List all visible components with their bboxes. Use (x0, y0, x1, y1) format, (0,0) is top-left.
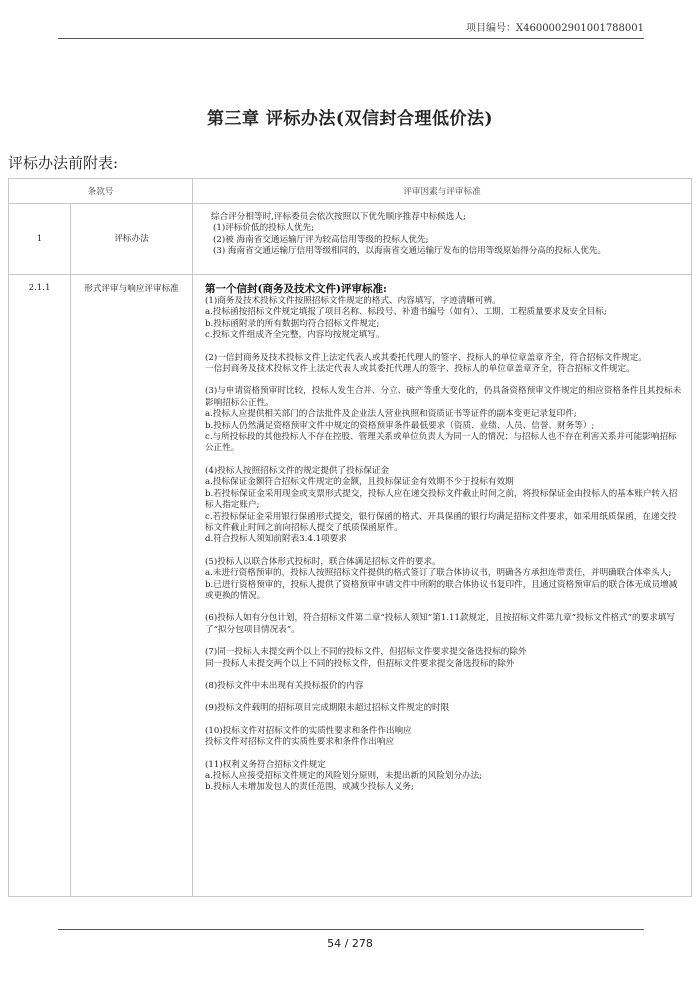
clause-number: 1 (9, 204, 71, 275)
criteria-line: 一信封商务及技术投标文件上法定代表人或其委托代理人的签字、投标人的单位章盖章齐全，符合招标文件规定。 (205, 364, 635, 375)
criteria-line: (3)与申请资格预审时比较，投标人发生合并、分立、破产等重大变化的，仍具备资格预审文件规定的相应资格条件且其投标未影响招标公正性。 (205, 386, 682, 408)
criteria-line: (1)商务及技术投标文件按照招标文件规定的格式、内容填写，字迹清晰可辨。 (205, 296, 501, 306)
page-number: 54 / 278 (327, 937, 373, 950)
criteria-line: d.符合投标人须知前附表3.4.1项要求 (205, 534, 347, 545)
criteria-section (205, 613, 685, 636)
criteria-line: a.未进行资格预审的，投标人按照招标文件提供的格式签订了联合体协议书，明确各方承担连带责任，并明确联合体牵头人; (205, 568, 672, 579)
criteria-line: (4)投标人按照招标文件的规定提供了投标保证金 (205, 465, 390, 476)
page-header (58, 22, 644, 39)
criteria-text (205, 296, 685, 794)
criteria-line: 投标文件对招标文件的实质性要求和条件作出响应 (205, 737, 395, 748)
criteria-line: (10)投标文件对招标文件的实质性要求和条件作出响应 (205, 725, 412, 736)
criteria-section (205, 557, 685, 603)
table-caption: 评标办法前附表: (8, 154, 119, 172)
criteria-line: c.与所投标段的其他投标人不存在控股、管理关系或单位负责人为同一人的情况；与招标人也不存在利害关系并可能影响招标公正性。 (205, 432, 677, 454)
evaluation-table (8, 178, 692, 897)
criteria-section (205, 296, 685, 342)
criteria-line: (2)一信封商务及技术投标文件上法定代表人或其委托代理人的签字、投标人的单位章盖章齐全，符合招标文件规定。 (205, 352, 647, 363)
chapter-title: 第三章 评标办法(双信封合理低价法) (206, 109, 493, 129)
criteria-line: (9)投标文件载明的招标项目完成期限未超过招标文件规定的时限 (205, 703, 450, 714)
criteria-section (205, 703, 685, 714)
footer-rule (58, 929, 644, 930)
header-clause-number: 条款号 (9, 179, 193, 204)
table-row (9, 275, 692, 897)
criteria-section (205, 726, 685, 749)
project-number: 项目编号：X4600002901001788001 (465, 23, 644, 34)
criteria-line: 同一投标人未提交两个以上不同的投标文件，但招标文件要求提交备选投标的除外 (205, 658, 515, 669)
criteria-line: a.投标保证金额符合招标文件规定的金额，且投标保证金有效期不少于投标有效期 (205, 477, 514, 488)
criteria-cell (193, 275, 692, 897)
criteria-section (205, 647, 685, 670)
criteria-section (205, 466, 685, 546)
criteria-line: 综合评分相等时,评标委员会依次按照以下优先顺序推荐中标候选人; (211, 212, 466, 222)
criteria-cell (193, 204, 692, 275)
criteria-line: (8)投标文件中未出现有关投标报价的内容 (205, 680, 364, 691)
criteria-line: (5)投标人以联合体形式投标时，联合体满足招标文件的要求。 (205, 556, 441, 567)
criteria-line: a.投标人应接受招标文件规定的风险划分原则，未提出新的风险划分办法; (205, 771, 483, 781)
criteria-line: (1)评标价低的投标人优先; (213, 223, 315, 234)
criteria-line: b.若投标保证金采用现金或支票形式提交，投标人应在递交投标文件截止时间之前，将投标保证金由投标人的基本账户转入招标人指定账户; (205, 488, 678, 511)
table-header-row (9, 179, 692, 204)
criteria-text (205, 212, 685, 258)
criteria-section (205, 681, 685, 692)
table-row (9, 204, 692, 275)
criteria-heading: 第一个信封(商务及技术文件)评审标准: (205, 283, 387, 295)
criteria-line: c.投标文件组成齐全完整，内容均按规定填写。 (205, 330, 385, 341)
header-criteria: 评审因素与评审标准 (193, 179, 692, 204)
criteria-line: (3) 海南省交通运输厅信用等级相同的，以海南省交通运输厅发布的信用等级原始得分高的投标人优先。 (213, 246, 607, 257)
criteria-line: (7)同一投标人未提交两个以上不同的投标文件，但招标文件要求提交备选投标的除外 (205, 647, 527, 658)
criteria-line: (6)投标人如有分包计划，符合招标文件第二章“投标人须知”第1.11款规定，且按招标文件第九章“投标文件格式”的要求填写了“拟分包项目情况表”。 (205, 613, 675, 635)
criteria-line: (11)权利义务符合招标文件规定 (205, 759, 326, 770)
criteria-line: c.若投标保证金采用银行保函形式提交，银行保函的格式、开具保函的银行均满足招标文件要求，如采用纸质保函，在递交投标文件截止时间之前向招标人提交了纸质保函原件。 (205, 511, 677, 533)
criteria-line: b.投标人仍然满足资格预审文件中规定的资格预审条件最低要求（资质、业绩、人员、信誉、财务等）; (205, 420, 595, 431)
criteria-section (205, 386, 685, 454)
criteria-line: (2)被 海南省交通运输厅评为较高信用等级的投标人优先; (213, 234, 429, 245)
criteria-section (205, 353, 685, 376)
criteria-line: b.投标人未增加发包人的责任范围，或减少投标人义务; (205, 782, 414, 793)
clause-number: 2.1.1 (9, 275, 71, 897)
criteria-line: a.投标函按招标文件规定填报了项目名称、标段号、补遗书编号（如有）、工期、工程质量要求及安全目标; (205, 307, 607, 318)
criteria-section (205, 760, 685, 794)
clause-name: 评标办法 (71, 204, 193, 275)
clause-name: 形式评审与响应评审标准 (71, 275, 193, 897)
criteria-line: b.已进行资格预审的，投标人提供了资格预审申请文件中所附的联合体协议书复印件，且通过资格预审后的联合体无成员增减或更换的情况。 (205, 579, 678, 601)
criteria-line: b.投标函附录的所有数据均符合招标文件规定; (205, 318, 380, 329)
criteria-line: a.投标人应提供相关部门的合法批件及企业法人营业执照和资质证书等证件的副本变更记录复印件; (205, 409, 577, 420)
